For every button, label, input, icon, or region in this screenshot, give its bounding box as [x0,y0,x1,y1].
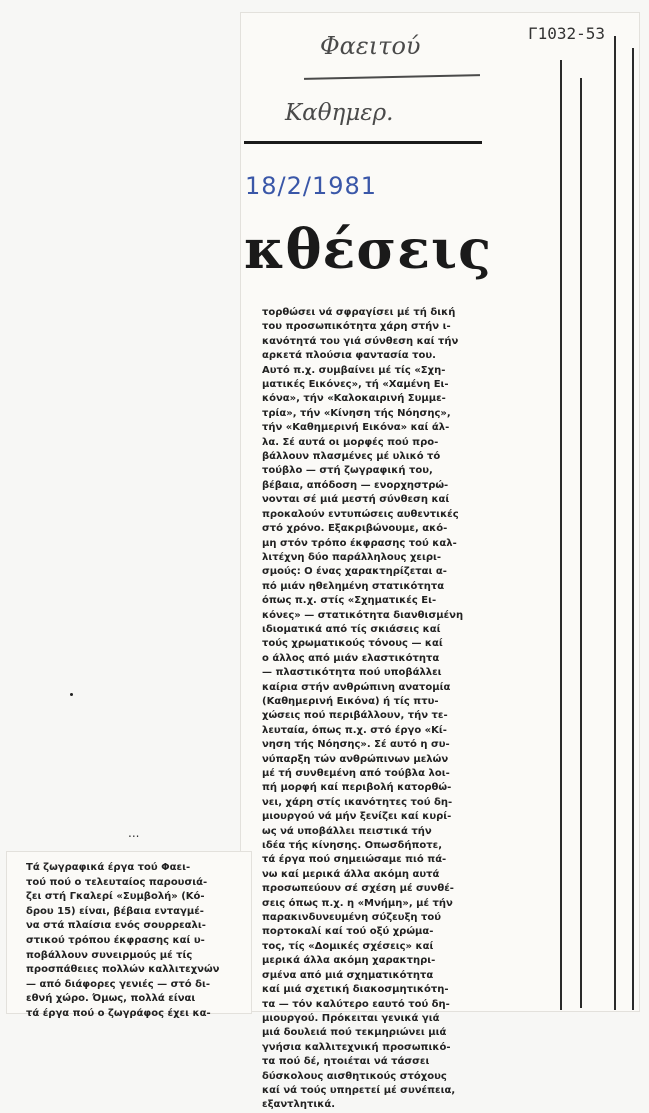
text-line: καί νά τούς υπηρετεί μέ συνέπεια, [262,1084,456,1096]
text-line: παρακινδυνευμένη σύζευξη τού [262,912,441,924]
handwritten-author: Φαειτού [320,32,421,60]
text-line: λιτέχνη δύο παράλληλους χειρι- [262,551,442,563]
text-line: νονται σέ μιά μεστή σύνθεση καί [262,494,450,506]
text-line: τορθώσει νά σφραγίσει μέ τή δική [262,307,456,318]
margin-line [632,48,634,1010]
margin-line [614,36,616,1010]
text-line: του προσωπικότητα χάρη στήν ι- [262,321,451,333]
text-line: ποβάλλουν συνειρμούς μέ τίς [26,949,193,961]
text-line: μέ τή συνθεμένη από τούβλα λοι- [262,768,450,779]
text-line: λα. Σέ αυτά οι μορφές πού προ- [262,436,439,448]
text-line: μερικά άλλα ακόμη χαρακτηρι- [262,955,436,967]
text-line: κόνα», τήν «Καλοκαιρινή Συμμε- [262,393,446,405]
text-line: τά έργα πού ο ζωγράφος έχει κα- [26,1007,211,1019]
text-line: εθνή χώρο. Όμως, πολλά είναι [26,993,196,1005]
header-rule [244,141,482,144]
text-line: τρία», τήν «Κίνηση τής Νόησης», [262,407,451,419]
text-line: προσωπεύουν σέ σχέση μέ συνθέ- [262,883,454,895]
text-line: ως νά υποβάλλει πειστικά τήν [262,825,432,837]
text-line: τα — τόν καλύτερο εαυτό τού δη- [262,998,450,1010]
text-line: ιδιοματικά από τίς σκιάσεις καί [262,623,441,635]
ink-speck [70,693,73,696]
text-line: δρου 15) είναι, βέβαια ενταγμέ- [26,905,204,917]
text-line: λευταία, όπως π.χ. στό έργο «Κί- [262,724,447,736]
text-line: ιδέα τής κίνησης. Οπωσδήποτε, [262,840,443,852]
text-line: (Καθημερινή Εικόνα) ή τίς πτυ- [262,695,439,707]
text-line: γνήσια καλλιτεχνική προσωπικό- [262,1041,451,1053]
headline: κθέσεις [244,217,492,281]
text-line: προκαλούν εντυπώσεις αυθεντικές [262,508,459,520]
text-line: τού πού ο τελευταίος παρουσιά- [26,876,208,888]
article-bottom-column [26,861,248,1022]
text-line: μη στόν τρόπο έκφρασης τού καλ- [262,537,457,549]
text-line: τούβλο — στή ζωγραφική του, [262,465,433,477]
text-line: ο άλλος από μιάν ελαστικότητα [262,652,440,664]
text-line: νω καί μερικά άλλα ακόμη αυτά [262,868,440,880]
text-line: σμένα από μιά σχηματικότητα [262,969,434,981]
margin-line [560,60,562,1010]
text-line: ζει στή Γκαλερί «Συμβολή» (Κό- [26,891,205,903]
text-line: βάλλουν πλασμένες μέ υλικό τό [262,451,441,463]
text-line: στό χρόνο. Εξακριβώνουμε, ακό- [262,523,448,535]
text-line: κόνες» — στατικότητα διανθισμένη [262,609,464,621]
text-line: — από διάφορες γενιές — στό δι- [26,978,211,990]
text-line: να στά πλαίσια ενός σουρρεαλι- [26,920,206,932]
section-marker: ... [128,826,140,840]
text-line: τούς χρωματικούς τόνους — καί [262,638,443,650]
text-line: — πλαστικότητα πού υποβάλλει [262,667,442,679]
handwritten-date: 18/2/1981 [245,172,378,200]
text-line: Αυτό π.χ. συμβαίνει μέ τίς «Σχη- [262,364,446,376]
text-line: σεις όπως π.χ. η «Μνήμη», μέ τήν [262,897,453,909]
text-line: ματικές Εικόνες», τή «Χαμένη Ει- [262,379,449,391]
text-line: νει, χάρη στίς ικανότητες τού δη- [262,796,453,808]
text-line: νηση τής Νόησης». Σέ αυτό η συ- [262,739,450,751]
text-line: χώσεις πού περιβάλλουν, τήν τε- [262,710,448,722]
text-line: τα πού δέ, ητοιέται νά τάσσει [262,1056,430,1068]
text-line: βέβαια, απόδοση — ενορχηστρώ- [262,479,449,491]
text-line: στικού τρόπου έκφρασης καί υ- [26,934,205,946]
text-line: τήν «Καθημερινή Εικόνα» καί άλ- [262,422,450,434]
text-line: αρκετά πλούσια φαντασία του. [262,350,436,362]
text-line: Τά ζωγραφικά έργα τού Φαει- [26,862,191,873]
text-line: καί μιά σχετική διακοσμητικότη- [262,984,449,996]
text-line: μιουργού. Πρόκειται γενικά γιά [262,1012,440,1024]
text-line: μιουργού νά μήν ξενίζει καί κυρί- [262,811,452,823]
text-line: καίρια στήν ανθρώπινη ανατομία [262,681,451,693]
text-line: όπως π.χ. στίς «Σχηματικές Ει- [262,595,437,607]
text-line: πό μιάν ηθελημένη στατικότητα [262,580,445,592]
archive-code: Γ1032-53 [528,24,606,43]
article-main-column [262,306,486,1113]
text-line: πή μορφή καί περιβολή κατορθώ- [262,782,452,794]
text-line: προσπάθειες πολλών καλλιτεχνών [26,964,220,976]
text-line: τος, τίς «Δομικές σχέσεις» καί [262,940,434,952]
text-line: πορτοκαλί καί τού οξύ χρώμα- [262,926,434,938]
text-line: σμούς: Ο ένας χαρακτηρίζεται α- [262,566,447,578]
text-line: νύπαρξη τών ανθρώπινων μελών [262,753,449,765]
text-line: μιά δουλειά πού τεκμηριώνει μιά [262,1027,447,1039]
text-line: εξαντλητικά. [262,1099,336,1111]
handwritten-newspaper: Καθημερ. [285,100,394,126]
text-line: κανότητά του γιά σύνθεση καί τήν [262,335,459,347]
text-line: τά έργα πού σημειώσαμε πιό πά- [262,854,447,866]
text-line: δύσκολους αισθητικούς στόχους [262,1070,447,1082]
margin-line [580,78,582,1008]
